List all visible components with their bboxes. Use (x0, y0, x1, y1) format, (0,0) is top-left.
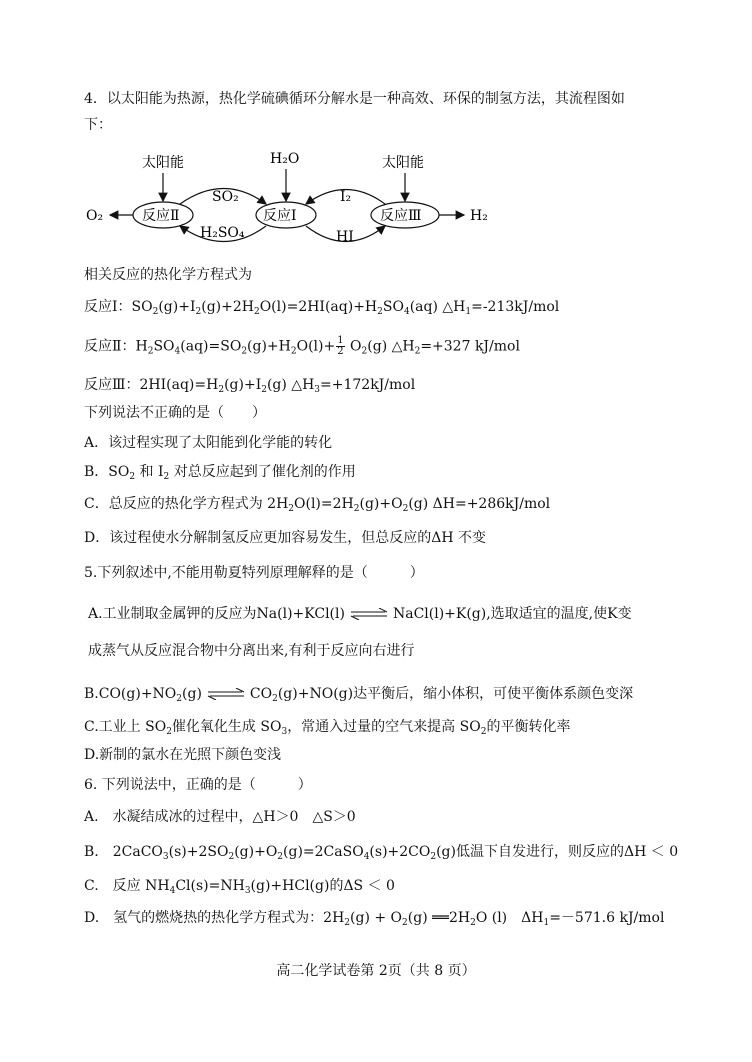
q4-option-a: A．该过程实现了太阳能到化学能的转化 (84, 435, 333, 451)
q6-option-b: B. $2CaCO_3(s)+2SO_2(g)+O_2(g)=2CaSO_4(s)+2CO_2(g)$低温下自发进行，则反应的ΔH ＜ 0 (84, 844, 679, 862)
q5-option-c: C.工业上 $SO_2$催化氧化生成 $SO_3$，常通入过量的空气来提高 $SO_2$的平衡转化率 (84, 719, 571, 737)
q5-option-d: D.新制的氯水在光照下颜色变浅 (84, 747, 282, 763)
equilibrium-arrow-icon (206, 688, 246, 700)
q5-option-b: $B.CO(g)+NO_2(g)$ $CO_2(g)+NO(g)$达平衡后，缩小体积，可使平衡体系颜色变深 (84, 686, 634, 704)
q6-option-d: D. 氢气的燃烧热的热化学方程式为：$2H_2(g) + O_2(g)$ $══2H_2O$ (l) $\Delta H_1=-571.6$ kJ/mol (84, 910, 665, 928)
q5-option-a: A.工业制取金属钾的反应为Na(l)+KCl(l) NaCl(l)+K(g),选取适宜的温度,使K变 (88, 606, 632, 622)
q6-option-c: C. 反应 $NH_4Cl(s)=NH_3(g)+HCl(g)$的ΔS ＜ 0 (84, 878, 395, 896)
q6-option-a: A. 水凝结成冰的过程中，△H＞0 △S＞0 (84, 809, 356, 825)
reaction3-equation: 反应Ⅲ：$2HI(aq)=H_2(g)+I_2(g)$ $\triangle H_3=+172kJ$/mol (84, 377, 416, 395)
one-half-fraction: $\frac{1}{2}$ (337, 335, 344, 357)
reaction1-equation: 反应Ⅰ：$SO_2(g)+I_2(g)+2H_2O(l)=2HI(aq)+H_2SO_4(aq)$ $\triangle H_1=-213kJ$/mol (84, 299, 560, 317)
flow-diagram (0, 143, 752, 263)
q4-option-b: B．$SO_2$ 和 $I_2$ 对总反应起到了催化剂的作用 (84, 464, 356, 482)
sun-label-left: 太阳能 (142, 155, 184, 171)
q4-intro: 相关反应的热化学方程式为 (84, 267, 252, 283)
hi-label: HI (336, 229, 354, 245)
h2-label: H₂ (470, 208, 488, 224)
q4-option-d: D．该过程使水分解制氢反应更加容易发生，但总反应的ΔH 不变 (84, 530, 486, 546)
q6-stem: 6. 下列说法中，正确的是（ ） (84, 777, 312, 793)
q4-stem-line1: 4．以太阳能为热源，热化学硫碘循环分解水是一种高效、环保的制氢方法，其流程图如 (84, 91, 625, 107)
q5-stem: 5.下列叙述中,不能用勒夏特列原理解释的是（ ） (84, 565, 424, 581)
so2-label: SO₂ (212, 189, 239, 205)
q4-option-c: C．总反应的热化学方程式为 $2H_2O(l)=2H_2(g)+O_2(g)$ ΔH=+286kJ/mol (84, 496, 551, 514)
reaction3-label: 反应Ⅲ (380, 208, 422, 224)
page-footer: 高二化学试卷第 2页（共 8 页） (276, 963, 476, 979)
water-label: H₂O (270, 151, 300, 167)
sun-label-right: 太阳能 (382, 155, 424, 171)
reaction2-equation: 反应Ⅱ：$H_2SO_4(aq)=SO_2(g)+H_2O(l)+$ $\frac{1}{2}$ $O_2(g)$ $\triangle H_2=+327$ kJ/mol (84, 335, 520, 357)
o2-label: O₂ (86, 208, 104, 224)
q4-stem-line2: 下： (84, 117, 112, 133)
h2so4-label: H₂SO₄ (200, 225, 245, 241)
q4-question: 下列说法不正确的是（ ） (84, 405, 266, 421)
reaction2-label: 反应Ⅱ (142, 208, 180, 224)
i2-label: I₂ (340, 189, 352, 205)
equilibrium-arrow-icon (349, 608, 389, 620)
reaction1-label: 反应Ⅰ (263, 208, 297, 224)
q5-option-a-line2: 成蒸气从反应混合物中分离出来,有利于反应向右进行 (88, 643, 415, 659)
